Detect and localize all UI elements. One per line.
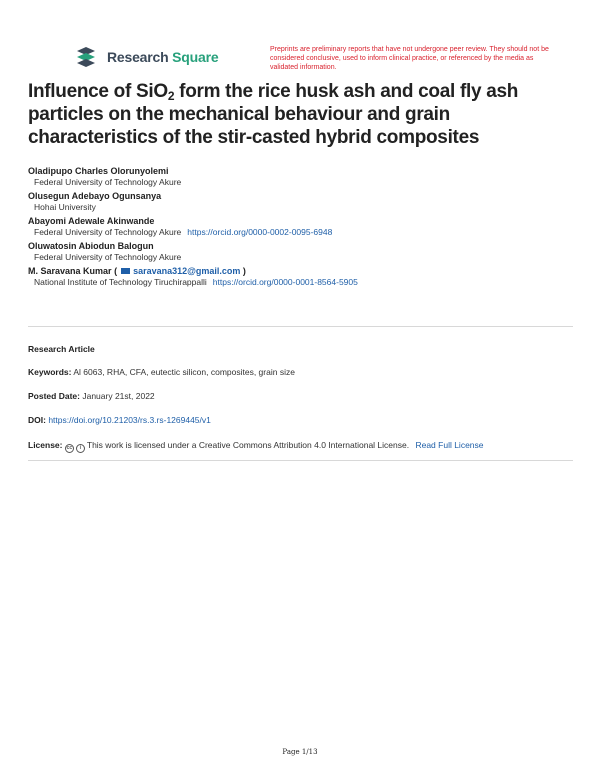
author-entry — [28, 241, 573, 263]
paper-title: Influence of SiO$_2$ form the rice husk ash and coal fly ash particles on the mechanical behaviour and grain characteristics of the stir-casted hybrid composites — [28, 81, 519, 148]
author-list — [28, 166, 573, 291]
author-name: Abayomi Adewale Akinwande — [28, 216, 155, 226]
author-entry — [28, 216, 573, 238]
attribution-icon: i — [76, 444, 85, 453]
article-type: Research Article — [28, 344, 95, 354]
brand-logo — [74, 46, 218, 68]
author-name: Oluwatosin Abiodun Balogun — [28, 241, 154, 251]
author-entry — [28, 266, 573, 288]
preprint-disclaimer: Preprints are preliminary reports that have not undergone peer review. They should not be considered conclusive, used to inform clinical practice, or referenced by the media as validated information. — [270, 46, 549, 71]
author-email-link[interactable]: saravana312@gmail.com — [121, 266, 240, 276]
keywords-line: Keywords: Al 6063, RHA, CFA, eutectic silicon, composites, grain size — [28, 367, 295, 377]
author-entry — [28, 191, 573, 213]
envelope-icon — [121, 268, 130, 274]
doi-link[interactable]: https://doi.org/10.21203/rs.3.rs-1269445/v1 — [48, 415, 211, 425]
page-number: Page 1/13 — [282, 748, 318, 756]
divider — [28, 460, 573, 461]
posted-date-line: Posted Date: January 21st, 2022 — [28, 391, 155, 401]
author-affiliation: Federal University of Technology Akure — [34, 252, 182, 262]
read-full-license-link[interactable]: Read Full License — [415, 440, 484, 450]
author-name: Oladipupo Charles Olorunyolemi — [28, 166, 169, 176]
author-affiliation: National Institute of Technology Tiruchirappalli https://orcid.org/0000-0001-8564-5905 — [34, 277, 358, 287]
orcid-link[interactable]: https://orcid.org/0000-0001-8564-5905 — [212, 277, 358, 287]
corresponding-author-name: M. Saravana Kumar ( saravana312@gmail.com ) — [28, 266, 246, 276]
doi-line: DOI: https://doi.org/10.21203/rs.3.rs-1269445/v1 — [28, 415, 211, 425]
author-affiliation: Federal University of Technology Akure — [34, 177, 182, 187]
divider — [28, 326, 573, 327]
orcid-link[interactable]: https://orcid.org/0000-0002-0095-6948 — [187, 227, 333, 237]
cc-icon: cc — [66, 445, 73, 451]
author-affiliation: Federal University of Technology Akure https://orcid.org/0000-0002-0095-6948 — [34, 227, 333, 237]
license-line: License: cc i This work is licensed under a Creative Commons Attribution 4.0 International License. Read Full License — [28, 440, 484, 451]
author-affiliation: Hohai University — [34, 202, 96, 212]
author-name: Olusegun Adebayo Ogunsanya — [28, 191, 162, 201]
author-entry — [28, 166, 573, 188]
brand-name: Research Square — [107, 49, 219, 65]
research-square-logo-icon — [74, 46, 100, 68]
